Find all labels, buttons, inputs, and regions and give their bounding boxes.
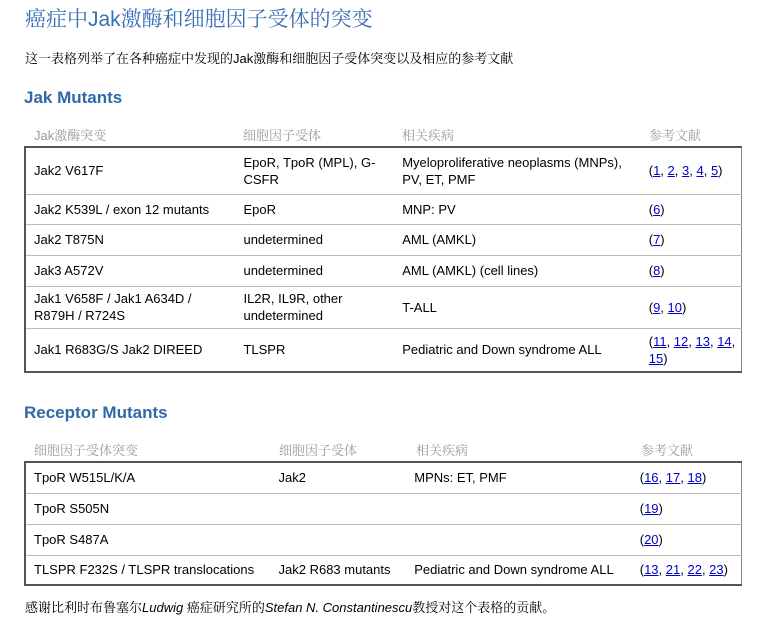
reference-link[interactable]: 22 (687, 562, 702, 578)
table-row (25, 286, 742, 328)
ack-suffix: 教授对这个表格的贡献。 (412, 600, 556, 615)
reference-link[interactable]: 21 (665, 562, 681, 578)
references-cell: (16, 17, 18) (632, 462, 742, 493)
references-cell: (1, 2, 3, 4, 5) (641, 147, 742, 194)
reference-link[interactable]: 16 (644, 470, 659, 486)
disease-cell: Pediatric and Down syndrome ALL (402, 342, 602, 358)
reference-link[interactable]: 10 (667, 299, 682, 315)
reference-link[interactable]: 6 (653, 201, 661, 217)
receptor-cell: EpoR (235, 194, 394, 224)
disease-cell: T-ALL (394, 286, 641, 328)
reference-link[interactable]: 13 (695, 333, 710, 349)
table-row (25, 147, 742, 194)
receptor-cell: Jak2 R683 mutants (278, 562, 391, 578)
disease-cell (406, 493, 631, 524)
disease-cell: AML (AMKL) (cell lines) (394, 255, 641, 286)
references-cell: (19) (632, 493, 742, 524)
column-header: 相关疾病 (402, 128, 455, 143)
reference-link[interactable]: 15 (648, 350, 664, 366)
table-row (25, 555, 742, 585)
mutation-cell: Jak2 K539L / exon 12 mutants (25, 194, 235, 224)
column-header: 参考文献 (641, 443, 694, 458)
column-header: 参考文献 (649, 128, 702, 143)
table-row (25, 255, 742, 286)
mutation-cell: TpoR S505N (25, 493, 271, 524)
reference-link[interactable]: 1 (653, 163, 661, 179)
acknowledgement (25, 597, 555, 616)
references-cell: (9, 10) (641, 286, 742, 328)
reference-link[interactable]: 20 (644, 532, 659, 547)
table-row (25, 224, 742, 255)
receptor-cell (271, 493, 407, 524)
table-row (25, 524, 742, 555)
reference-link[interactable]: 14 (717, 333, 732, 349)
receptor-cell: undetermined (235, 224, 394, 255)
reference-link[interactable]: 4 (696, 163, 704, 179)
reference-link[interactable]: 18 (687, 470, 702, 486)
disease-cell (406, 524, 631, 555)
ack-middle: 癌症研究所的 (183, 600, 265, 615)
receptor-cell: IL2R, IL9R, other undetermined (235, 286, 394, 328)
mutation-cell: Jak2 T875N (25, 224, 235, 255)
reference-link[interactable]: 9 (653, 299, 661, 315)
table-row (25, 194, 742, 224)
table-row (25, 493, 742, 524)
column-header: 细胞因子受体 (243, 128, 322, 143)
disease-cell: Myeloproliferative neoplasms (MNPs), PV, ET, PMF (394, 147, 641, 194)
ack-person: Stefan N. Constantinescu (264, 600, 413, 615)
mutation-cell: Jak2 V617F (25, 147, 235, 194)
reference-link[interactable]: 3 (682, 163, 690, 179)
reference-link[interactable]: 17 (665, 470, 681, 486)
reference-link[interactable]: 23 (709, 562, 724, 578)
references-cell: (11, 12, 13, 14, 15) (648, 333, 736, 366)
mutation-cell: Jak1 R683G/S Jak2 DIREED (34, 342, 203, 358)
mutation-cell: TpoR W515L/K/A (25, 462, 271, 493)
column-header: 细胞因子受体突变 (34, 443, 139, 458)
reference-link[interactable]: 2 (667, 163, 675, 179)
ack-prefix: 感谢比利时布鲁塞尔 (25, 600, 143, 615)
reference-link[interactable]: 11 (653, 333, 667, 349)
jak-mutants-table (24, 146, 742, 373)
reference-link[interactable]: 12 (673, 333, 689, 349)
receptor-cell: TLSPR (243, 342, 286, 358)
references-cell: (20) (632, 524, 742, 555)
reference-link[interactable]: 7 (653, 232, 661, 247)
references-cell: (8) (641, 255, 742, 286)
references-cell: (7) (641, 224, 742, 255)
receptor-cell: Jak2 (271, 462, 407, 493)
mutation-cell: Jak3 A572V (25, 255, 235, 286)
column-header: Jak激酶突变 (34, 128, 107, 143)
table-row (25, 328, 742, 372)
mutation-cell: Jak1 V658F / Jak1 A634D / R879H / R724S (25, 286, 235, 328)
intro-text: 这一表格列举了在各种癌症中发现的Jak激酶和细胞因子受体突变以及相应的参考文献 (25, 51, 514, 66)
disease-cell: MPNs: ET, PMF (406, 462, 631, 493)
ack-institute: Ludwig (142, 600, 184, 615)
jak-mutants-heading: Jak Mutants (24, 88, 123, 107)
reference-link[interactable]: 13 (644, 562, 659, 578)
column-header: 相关疾病 (416, 443, 469, 458)
disease-cell: Pediatric and Down syndrome ALL (414, 562, 614, 578)
reference-link[interactable]: 19 (644, 501, 659, 516)
receptor-cell: EpoR, TpoR (MPL), G-CSFR (235, 147, 394, 194)
disease-cell: AML (AMKL) (394, 224, 641, 255)
receptor-cell: undetermined (235, 255, 394, 286)
table-row (25, 462, 742, 493)
mutation-cell: TpoR S487A (25, 524, 271, 555)
page-title: 癌症中Jak激酶和细胞因子受体的突变 (25, 8, 373, 31)
references-cell: (6) (641, 194, 742, 224)
receptor-cell (271, 524, 407, 555)
reference-link[interactable]: 5 (710, 163, 719, 179)
column-header: 细胞因子受体 (279, 443, 358, 458)
disease-cell: MNP: PV (394, 194, 641, 224)
receptor-mutants-table (24, 461, 742, 586)
mutation-cell: TLSPR F232S / TLSPR translocations (34, 562, 255, 578)
reference-link[interactable]: 8 (653, 263, 661, 278)
receptor-mutants-heading: Receptor Mutants (24, 403, 168, 422)
references-cell: (13, 21, 22, 23) (639, 562, 728, 578)
